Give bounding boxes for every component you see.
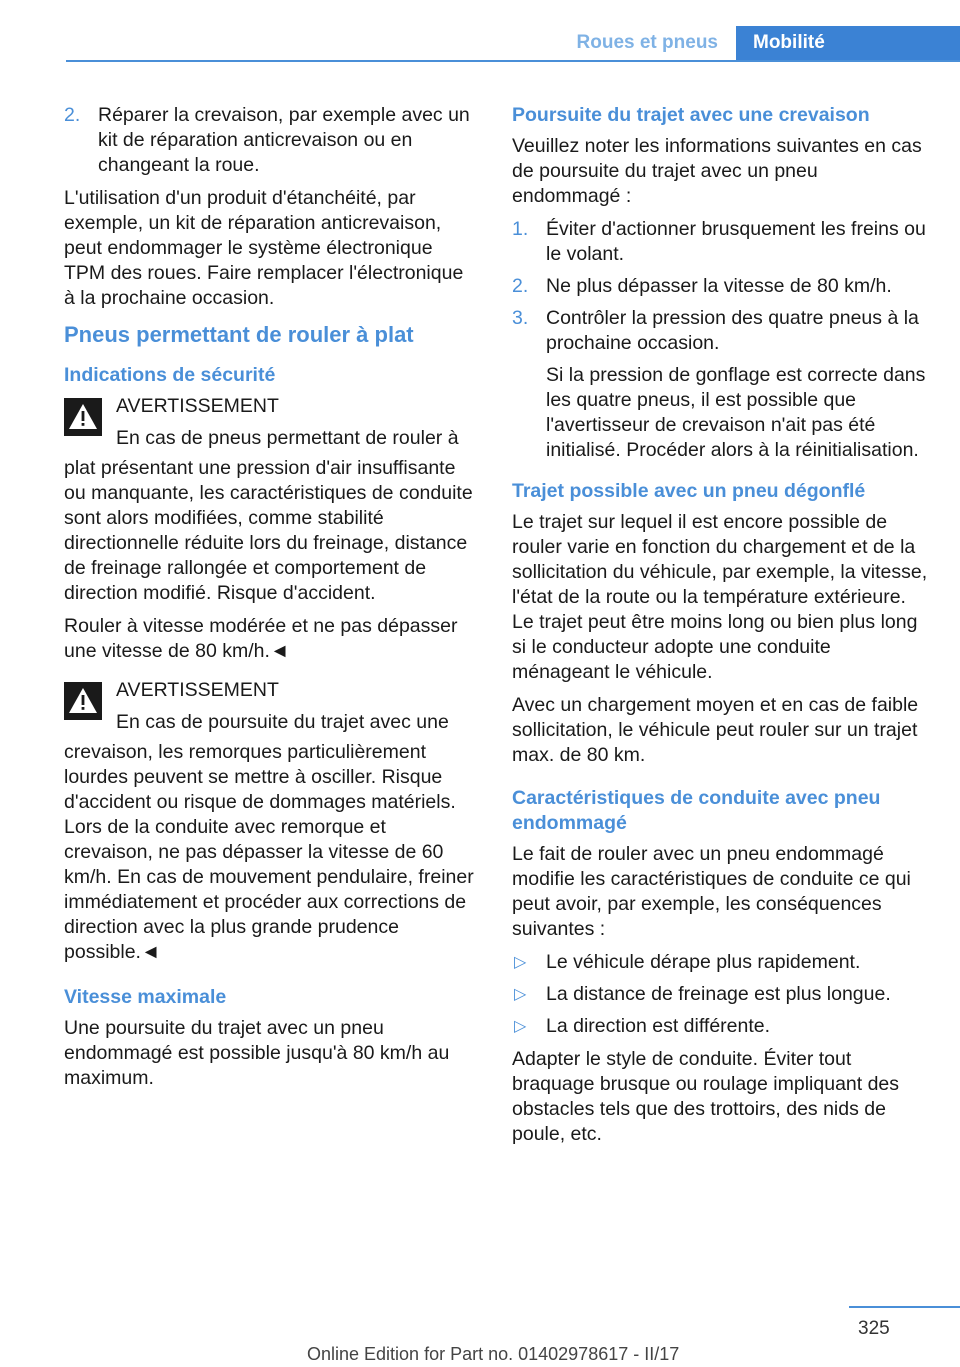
warning-body: plat présentant une pression d'air insuffisante ou manquante, les caractéristiques de conduite sont alors modifiées, comme stabilité directionnelle réduite lors du freinage, distance de freinage rallongée et comportement de direction modifié. Risque d'accident. — [64, 457, 473, 604]
bullet-triangle-icon: ▷ — [514, 1018, 527, 1035]
warning-title: AVERTISSEMENT — [116, 679, 279, 701]
warning-triangle-icon — [64, 682, 102, 720]
warning-first-line: En cas de poursuite du trajet avec une — [116, 711, 449, 733]
continue-paragraph: Veuillez noter les informations suivantes en cas de poursuite du trajet avec un pneu endommagé : — [512, 135, 922, 207]
bullet-item — [512, 1014, 930, 1039]
list-number: 3. — [512, 307, 529, 329]
heading-max-speed: Vitesse maximale — [64, 986, 227, 1008]
adapt-paragraph: Adapter le style de conduite. Éviter tout braquage brusque ou roulage impliquant des obstacles tels que des trottoirs, des nids de poule, etc. — [512, 1048, 900, 1145]
heading-deflated: Trajet possible avec un pneu dégonflé — [512, 480, 866, 502]
list-item-text: Réparer la crevaison, par exemple avec un kit de réparation anticrevaison ou en changeant la roue. — [98, 104, 470, 176]
bullet-triangle-icon: ▷ — [514, 986, 527, 1003]
list-item — [512, 274, 930, 299]
max-speed-paragraph: Une poursuite du trajet avec un pneu endommagé est possible jusqu'à 80 km/h au maximum. — [64, 1017, 450, 1089]
bullet-item — [512, 982, 930, 1007]
warning-body: crevaison, les remorques particulièrement lourdes peuvent se mettre à osciller. Risque d'accident ou risque de dommages matériels. Lors de la conduite avec remorque et crevaison, ne pas dépasser la vitesse de 60 km/h. En cas de mouvement pendulaire, freiner immédiatement et procéder aux corrections de direction avec la plus grande prudence possible.◄ — [64, 741, 474, 963]
list-number: 2. — [64, 104, 81, 126]
list-number: 2. — [512, 275, 529, 297]
heading-damaged-tire: Caractéristiques de conduite avec pneu endommagé — [512, 787, 881, 834]
warning-advice: Rouler à vitesse modérée et ne pas dépasser une vitesse de 80 km/h.◄ — [64, 615, 458, 662]
warning-first-line: En cas de pneus permettant de rouler à — [116, 427, 459, 449]
warning-block — [64, 394, 478, 664]
footer-rule — [849, 1306, 960, 1308]
list-item-subtext: Si la pression de gonflage est correcte dans les quatre pneus, il est possible que l'avertisseur de crevaison n'ait pas été initialisé. Procéder alors à la réinitialisation. — [546, 364, 926, 461]
bullet-text: La distance de freinage est plus longue. — [546, 983, 891, 1005]
warning-title: AVERTISSEMENT — [116, 395, 279, 417]
continue-steps-list — [512, 217, 930, 463]
list-item — [64, 103, 478, 178]
right-column — [512, 103, 930, 1155]
header-rule — [66, 60, 960, 62]
heading-runflat: Pneus permettant de rouler à plat — [64, 322, 414, 347]
list-item-text: Éviter d'actionner brusquement les freins ou le volant. — [546, 218, 926, 265]
bullet-text: Le véhicule dérape plus rapidement. — [546, 951, 861, 973]
deflated-paragraph-1: Le trajet sur lequel il est encore possible de rouler varie en fonction du chargement et de la sollicitation du véhicule, par exemple, la vitesse, l'état de la route ou la température extérieure. Le trajet peut être moins long ou bien plus long si le conducteur adopte une conduite ménageant le véhicule. — [512, 511, 928, 683]
bullet-triangle-icon: ▷ — [514, 954, 527, 971]
damaged-paragraph: Le fait de rouler avec un pneu endommagé modifie les caractéristiques de conduite ce qui peut avoir, par exemple, les conséquences suivantes : — [512, 843, 911, 940]
bullet-text: La direction est différente. — [546, 1015, 771, 1037]
heading-continue-driving: Poursuite du trajet avec une crevaison — [512, 104, 870, 126]
repair-steps-list — [64, 103, 478, 178]
list-item-text: Ne plus dépasser la vitesse de 80 km/h. — [546, 275, 892, 297]
list-item — [512, 306, 930, 463]
list-item — [512, 217, 930, 267]
bullet-item — [512, 950, 930, 975]
warning-block — [64, 678, 478, 965]
consequences-list — [512, 950, 930, 1039]
header-chapter-label: Mobilité — [753, 32, 825, 53]
tpm-paragraph: L'utilisation d'un produit d'étanchéité, par exemple, un kit de réparation anticrevaison, peut endommager le système électronique TPM des roues. Faire remplacer l'électronique à la prochaine occasion. — [64, 187, 464, 309]
warning-triangle-icon — [64, 398, 102, 436]
heading-safety: Indications de sécurité — [64, 364, 276, 386]
deflated-paragraph-2: Avec un chargement moyen et en cas de faible sollicitation, le véhicule peut rouler sur un trajet max. de 80 km. — [512, 694, 919, 766]
list-number: 1. — [512, 218, 529, 240]
left-column — [64, 103, 478, 1099]
header-section-title: Roues et pneus — [576, 32, 718, 53]
edition-footer: Online Edition for Part no. 01402978617 - II/17 — [307, 1344, 680, 1364]
list-item-text: Contrôler la pression des quatre pneus à la prochaine occasion. — [546, 307, 919, 354]
header-chapter-tab — [736, 26, 960, 62]
page-number: 325 — [858, 1318, 890, 1339]
